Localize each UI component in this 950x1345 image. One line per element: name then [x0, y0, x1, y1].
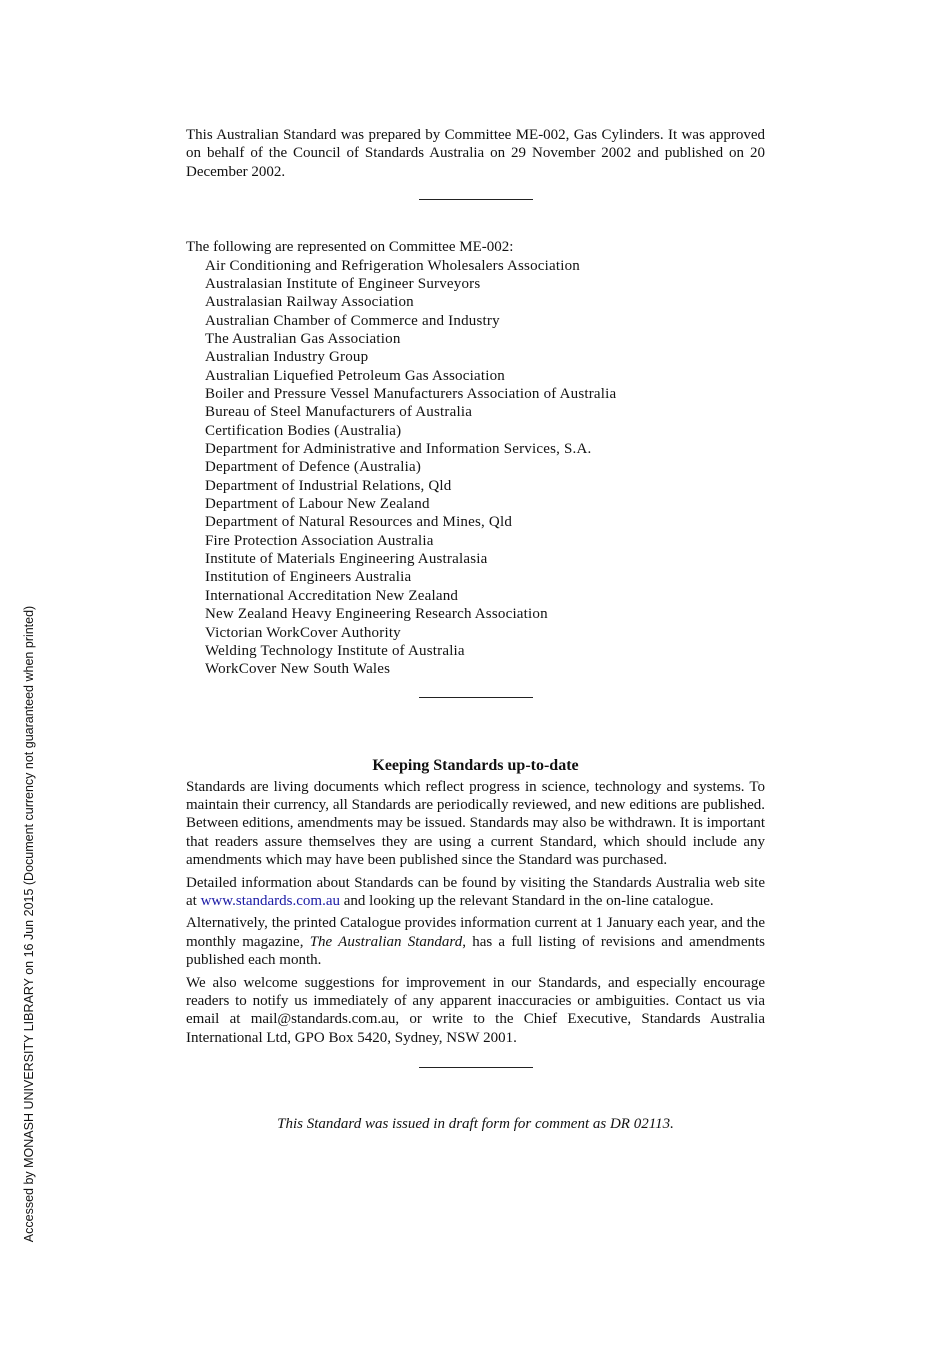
committee-member-list: [186, 257, 765, 679]
committee-member: Department of Labour New Zealand: [205, 496, 430, 513]
committee-member: Department for Administrative and Information Services, S.A.: [205, 441, 592, 458]
committee-member: Department of Natural Resources and Mines, Qld: [205, 514, 513, 531]
keeping-standards-section: [186, 778, 765, 1048]
committee-member: The Australian Gas Association: [205, 331, 401, 347]
committee-member: Australasian Institute of Engineer Surveyors: [205, 275, 481, 292]
section-heading: Keeping Standards up-to-date: [372, 756, 579, 774]
committee-member: Victorian WorkCover Authority: [205, 624, 401, 641]
committee-member: WorkCover New South Wales: [205, 661, 391, 678]
paragraph-living-documents: Standards are living documents which reflect progress in science, technology and systems. To maintain their currency, all Standards are periodically reviewed, and new editions are published. Between editions, amendments may be issued. Standards may also be withdrawn. It is important that readers assure themselves they are using a current Standard, which should include any amendments which may have been published since the Standard was purchased.: [186, 778, 765, 869]
intro-paragraph: This Australian Standard was prepared by Committee ME-002, Gas Cylinders. It was approved on behalf of the Council of Standards Australia on 29 November 2002 and published on 20 December 2002.: [186, 127, 765, 180]
committee-member: Welding Technology Institute of Australia: [205, 642, 465, 659]
committee-member: Institute of Materials Engineering Australasia: [205, 551, 488, 568]
paragraph-contact: We also welcome suggestions for improvement in our Standards, and especially encourage readers to notify us immediately of any apparent inaccuracies or ambiguities. Contact us via email at mail@standards.com.au, or write to the Chief Executive, Standards Australia International Ltd, GPO Box 5420, Sydney, NSW 2001.: [186, 974, 765, 1046]
committee-member: Boiler and Pressure Vessel Manufacturers Association of Australia: [205, 386, 617, 403]
committee-member: Department of Defence (Australia): [205, 459, 422, 476]
paragraph-catalogue: [186, 914, 765, 969]
committee-member: New Zealand Heavy Engineering Research Association: [205, 606, 548, 623]
draft-footnote: This Standard was issued in draft form for comment as DR 02113.: [277, 1116, 674, 1133]
text: and looking up the relevant Standard in the on-line catalogue.: [340, 892, 714, 909]
paragraph-web-info: [186, 874, 765, 911]
committee-member: Bureau of Steel Manufacturers of Australia: [205, 404, 473, 421]
access-sidebar-note: Accessed by MONASH UNIVERSITY LIBRARY on 16 Jun 2015 (Document currency not guaranteed when printed): [22, 605, 36, 1243]
committee-member: Australasian Railway Association: [205, 294, 414, 311]
committee-member: Australian Industry Group: [205, 349, 369, 366]
magazine-title: The Australian Standard: [309, 933, 463, 950]
standards-website-link[interactable]: www.standards.com.au: [200, 892, 340, 909]
committee-member: Australian Liquefied Petroleum Gas Association: [205, 367, 505, 384]
committee-member: Institution of Engineers Australia: [205, 569, 412, 586]
divider: [419, 199, 533, 200]
committee-intro: The following are represented on Committee ME-002:: [186, 239, 514, 256]
text: , has a full listing of revisions and amendments published each month.: [186, 933, 765, 969]
committee-member: Air Conditioning and Refrigeration Wholesalers Association: [205, 257, 581, 274]
text: Detailed information about Standards can be found by visiting the Standards Australia web site at: [186, 874, 765, 909]
text: Alternatively, the printed Catalogue provides information current at 1 January each year, and the monthly magazine,: [186, 915, 765, 950]
committee-member: International Accreditation New Zealand: [205, 587, 459, 604]
committee-member: Department of Industrial Relations, Qld: [205, 477, 452, 494]
committee-member: Certification Bodies (Australia): [205, 422, 402, 439]
divider: [419, 697, 533, 698]
committee-member: Fire Protection Association Australia: [205, 532, 434, 549]
page-content: [186, 126, 765, 1133]
committee-member: Australian Chamber of Commerce and Industry: [205, 312, 500, 329]
divider: [419, 1067, 533, 1068]
